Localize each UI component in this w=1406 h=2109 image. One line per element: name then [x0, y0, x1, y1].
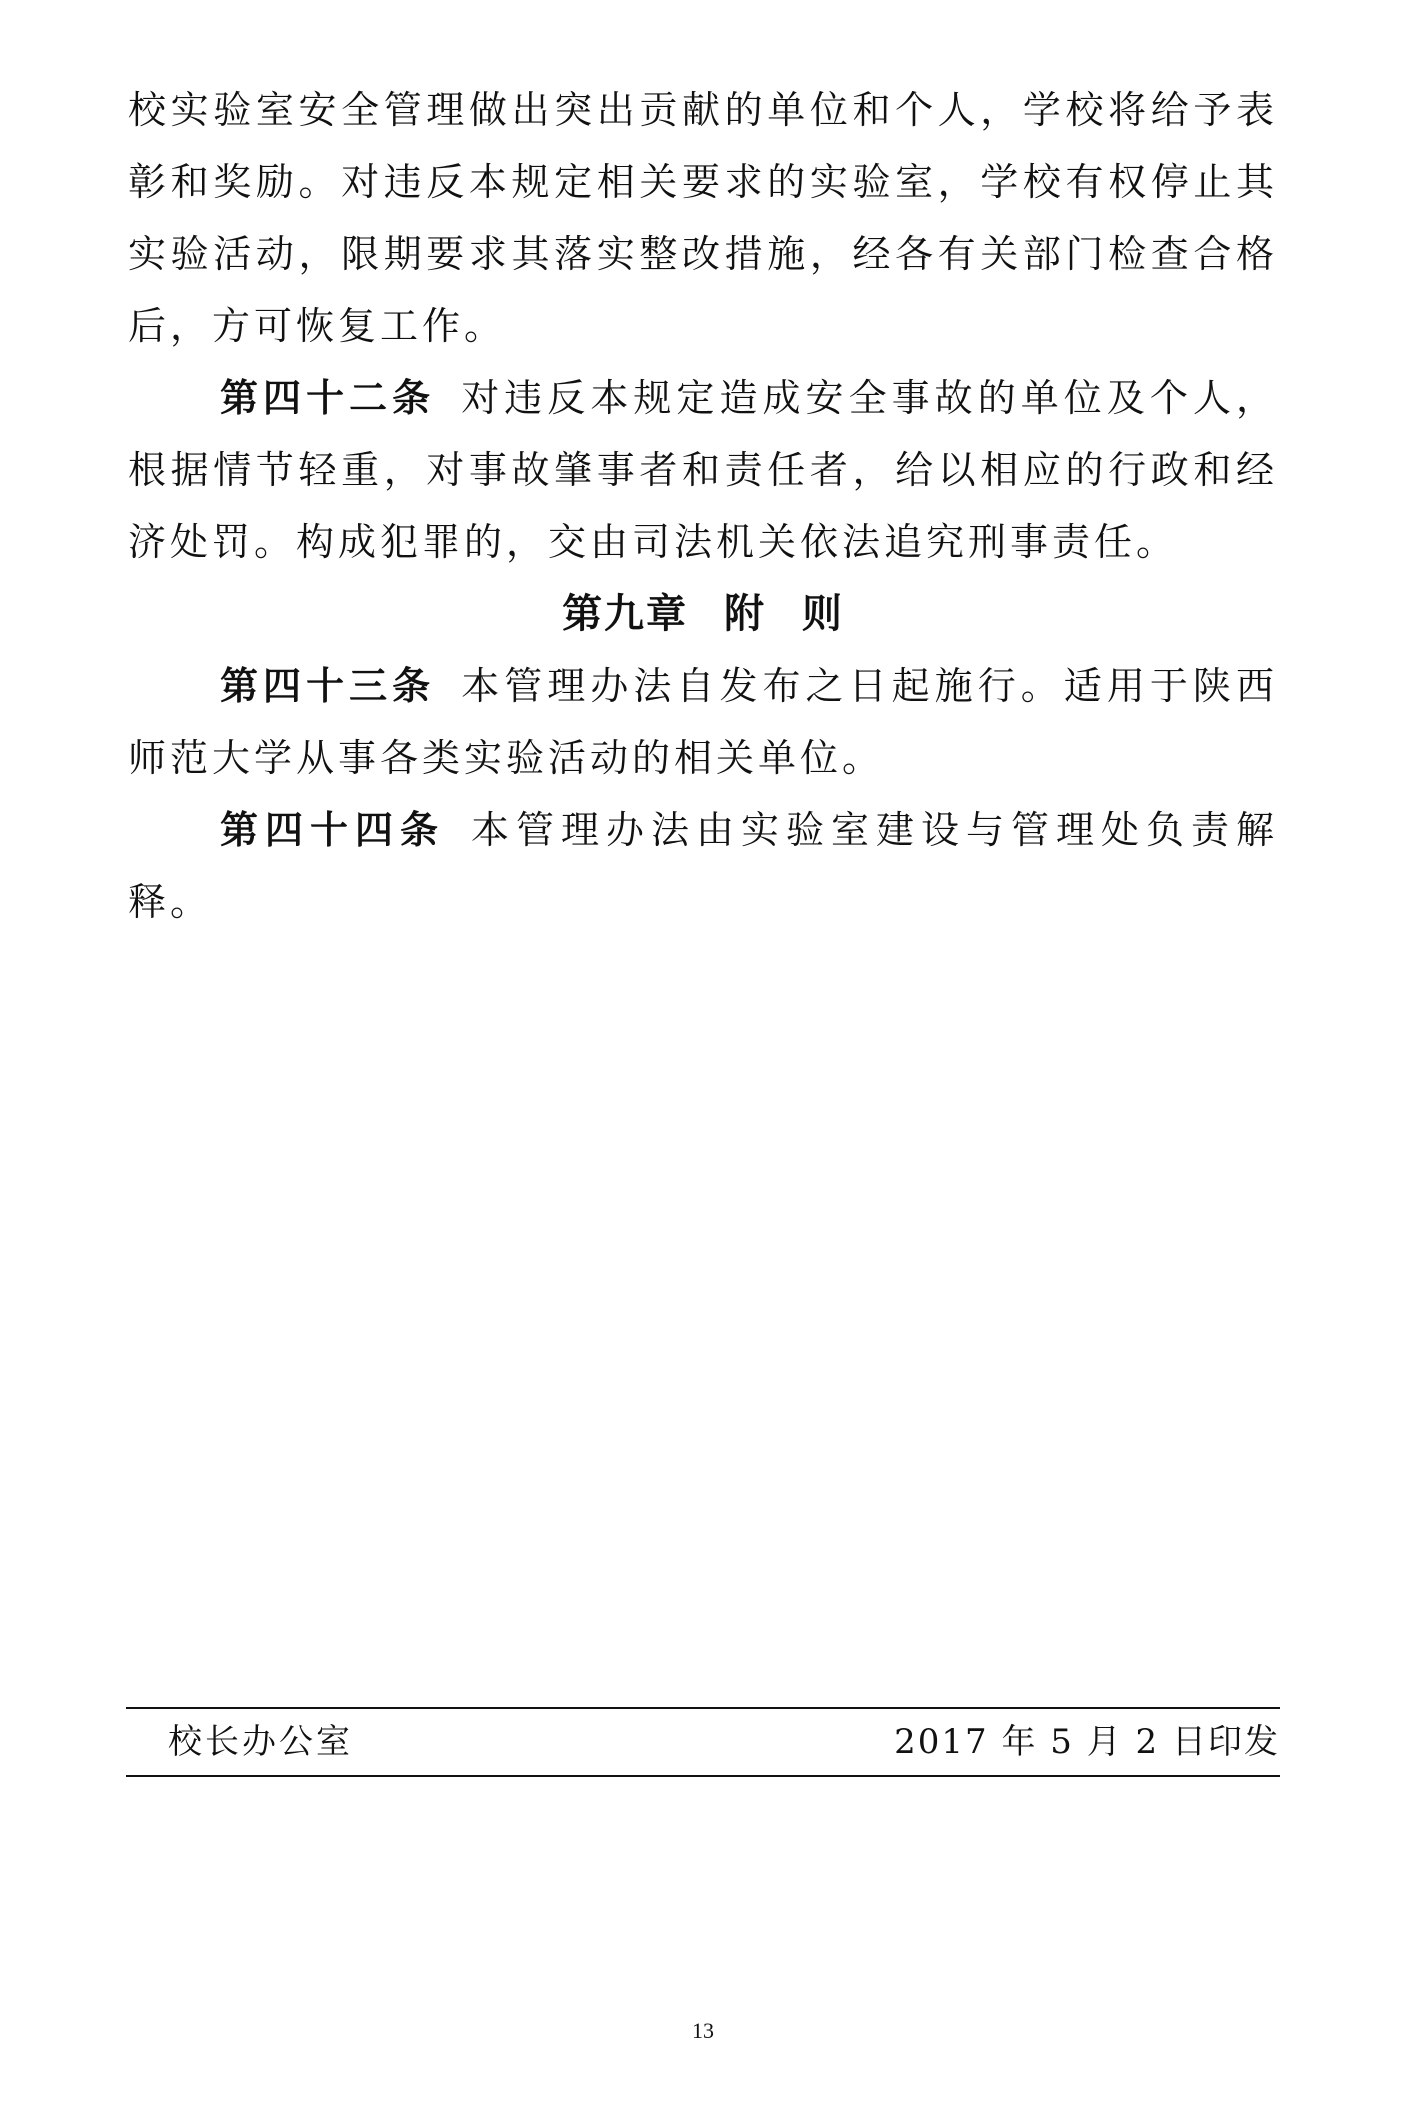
- document-body: [128, 74, 1278, 938]
- article-number: 第四十二条: [220, 376, 436, 420]
- footer-issue-date: 2017 年 5 月 2 日印发: [894, 1722, 1280, 1762]
- continued-paragraph: [128, 74, 1278, 362]
- article-text: 对违反本规定造成安全事故的单位及个人，根据情节轻重，对事故肇事者和责任者，给以相应的行政和经济处罚。构成犯罪的，交由司法机关依法追究刑事责任。: [128, 376, 1278, 564]
- chapter-heading: 第九章 附 则: [562, 591, 844, 637]
- article-44-paragraph: [128, 794, 1278, 938]
- paragraph-text: 校实验室安全管理做出突出贡献的单位和个人，学校将给予表彰和奖励。对违反本规定相关要求的实验室，学校有权停止其实验活动，限期要求其落实整改措施，经各有关部门检查合格后，方可恢复工作。: [128, 88, 1278, 348]
- article-42-paragraph: [128, 362, 1278, 578]
- footer-top-rule: [126, 1707, 1280, 1709]
- article-number: 第四十三条: [220, 664, 436, 708]
- footer-issuer: 校长办公室: [168, 1722, 353, 1762]
- article-number: 第四十四条: [220, 808, 445, 852]
- footer-bottom-rule: [126, 1775, 1280, 1777]
- article-43-paragraph: [128, 650, 1278, 794]
- article-text: 本管理办法自发布之日起施行。适用于陕西师范大学从事各类实验活动的相关单位。: [128, 664, 1278, 780]
- page-number: 13: [692, 2018, 714, 2043]
- article-text: 本管理办法由实验室建设与管理处负责解释。: [128, 808, 1278, 924]
